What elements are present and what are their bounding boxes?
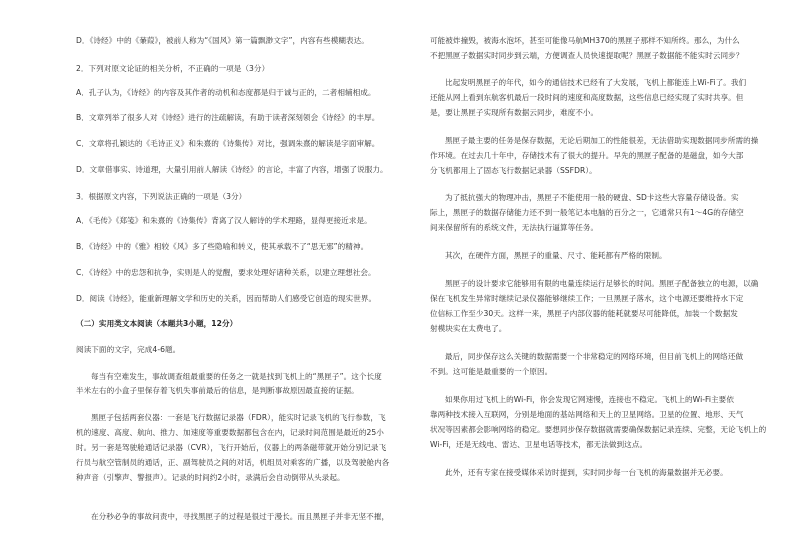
text-line: D．《诗经》中的《蒹葭》，被前人称为“《国风》第一篇飘渺文字”，内容有些模糊表达。: [76, 36, 369, 45]
text-line: B．《诗经》中的《雅》相较《风》多了些隐喻和转义，使其承载不了“思无邪”的精神。: [76, 242, 369, 251]
text-line: 比起发明黑匣子的年代，如今的通信技术已经有了大发展，飞机上都能连上Wi-Fi了。我们: [445, 78, 747, 87]
text-line: 黑匣子最主要的任务是保存数据，无论后期加工的性能很差，无法借助实现数据同步所需的操: [445, 136, 759, 145]
text-line: 每当有空难发生，事故调查组最重要的任务之一就是找到飞机上的“黑匣子”。这个长度: [91, 372, 382, 381]
text-line: 位信标工作至少30天。这样一来，黑匣子内部仪器的能耗就要尽可能降低，加装一个数据发: [430, 309, 738, 318]
text-line: 阅读下面的文字，完成4-6题。: [76, 345, 181, 354]
text-line: 不把黑匣子数据实时同步到云端，方便调查人员快速提取呢？黑匣子数据能不能实时云同步？: [430, 51, 744, 60]
text-line: 可能被炸撞毁，被海水泡坏，甚至可能像马航MH370的黑匣子那样不知所终。那么，为什么: [430, 36, 740, 45]
text-line: 2．下列对原文论证的相关分析，不正确的一项是（3分）: [76, 64, 270, 73]
text-line: 作环境。在过去几十年中，存储技术有了很大的提升。早先的黑匣子配备的是磁盘，如今大部: [430, 151, 744, 160]
text-line: D．文章借事实、诗道理，大量引用前人解读《诗经》的言论，丰富了内容，增强了说服力。: [76, 165, 388, 174]
text-line: 3．根据原文内容，下列说法正确的一项是（3分）: [76, 192, 247, 201]
text-line: 靠两种技术接入互联网，分别是地面的基站网络和天上的卫星网络。卫星的位置、地形、天气: [430, 410, 744, 419]
text-line: 其次，在硬件方面，黑匣子的重量、尺寸、能耗都有严格的限制。: [445, 251, 667, 260]
text-line: 不到。这可能是最重要的一个原因。: [430, 367, 553, 376]
text-line: 半米左右的小盒子里保存着飞机失事前最后的信息，是判断事故原因最直接的证据。: [76, 386, 359, 395]
text-line: 是，要让黑匣子实现所有数据云同步，难度不小。: [430, 108, 599, 117]
text-line: C．文章将孔颖达的《毛诗正义》和朱熹的《诗集传》对比，强调朱熹的解读是字面审解。: [76, 139, 380, 148]
text-line: D．阅读《诗经》，能重新理解文学和历史的关系，因而帮助人们感受它创造的现实世界。: [76, 294, 377, 303]
text-line: A．《毛传》《郑笺》和朱熹的《诗集传》背离了汉人解诗的学术理路，显得更接近求是。: [76, 216, 372, 225]
text-line: 黑匣子包括两套仪器：一套是飞行数据记录器（FDR），能实时记录飞机的飞行参数，飞: [91, 413, 386, 422]
text-line: A．孔子认为，《诗经》的内容及其作者的动机和态度都是归于诚与正的，二者相辅相成。: [76, 88, 376, 97]
text-line: 如果你用过飞机上的Wi-Fi，你会发现它网速慢，连接也不稳定。飞机上的Wi-Fi主要依: [445, 395, 734, 404]
text-line: 际上，黑匣子的数据存储能力还不到一般笔记本电脑的百分之一，它通常只有1～4G的存储空: [430, 208, 744, 217]
text-line: C．《诗经》中的忠怨和抗争，实则是人的觉醒，要求处理好诸种关系，以建立理想社会。: [76, 268, 376, 277]
text-line: 此外，还有专家在接受媒体采访时提到，实时同步每一台飞机的海量数据并无必要。: [445, 468, 728, 477]
text-line: 种声音（引擎声、警报声）。记录的时间约2小时，录满后会自动倒带从头录起。: [76, 473, 345, 482]
text-line: 还能从网上看到东航客机最后一段时间的速度和高度数据，这些信息已经实现了实时共享。但: [430, 93, 744, 102]
text-line: 射模块实在太费电了。: [430, 324, 507, 333]
text-line: 机的速度、高度、航向、推力、加速度等重要数据都包含在内，记录时间范围是最近的25小: [76, 428, 384, 437]
text-line: 黑匣子的设计要求它能够用有限的电量连续运行足够长的时间。黑匣子配备独立的电源，以确: [445, 279, 759, 288]
text-line: B．文章列举了很多人对《诗经》进行的注疏解读，有助于读者深刻领会《诗经》的丰厚。: [76, 113, 380, 122]
text-line: 状况等因素都会影响网络的稳定。要想同步保存数据就需要确保数据记录连续、完整，无论飞机上的: [430, 425, 767, 434]
text-line: 时。另一套是驾驶舱通话记录器（CVR），飞行开始后，仪器上的两条磁带就开始分别记录飞: [76, 443, 387, 452]
text-line: 在分秒必争的事故问责中，寻找黑匣子的过程是很过于漫长。而且黑匣子并非无坚不摧，: [91, 512, 390, 521]
section-heading: （二）实用类文本阅读（本题共3小题，12分）: [76, 319, 238, 328]
text-line: 最后，同步保存这么关键的数据需要一个非常稳定的网络环境，但目前飞机上的网络还做: [445, 352, 744, 361]
text-line: Wi-Fi，还是无线电、雷达、卫星电话等技术，都无法做到这点。: [430, 440, 648, 449]
text-line: 间来保留所有的系统文件，无法执行逼算等任务。: [430, 223, 599, 232]
text-line: 分飞机都用上了固态飞行数据记录器（SSFDR）。: [430, 166, 597, 175]
text-line: 为了抵抗强大的物理冲击，黑匣子不能使用一般的硬盘、SD卡这些大容量存储设备。实: [445, 193, 739, 202]
text-line: 保在飞机发生异常时继续记录仪器能够继续工作；一旦黑匣子落水，这个电源还要维持水下定: [430, 294, 744, 303]
text-line: 行员与航空管制员的通话，正、副驾驶员之间的对话，机组员对乘客的广播，以及驾驶舱内各: [76, 458, 390, 467]
